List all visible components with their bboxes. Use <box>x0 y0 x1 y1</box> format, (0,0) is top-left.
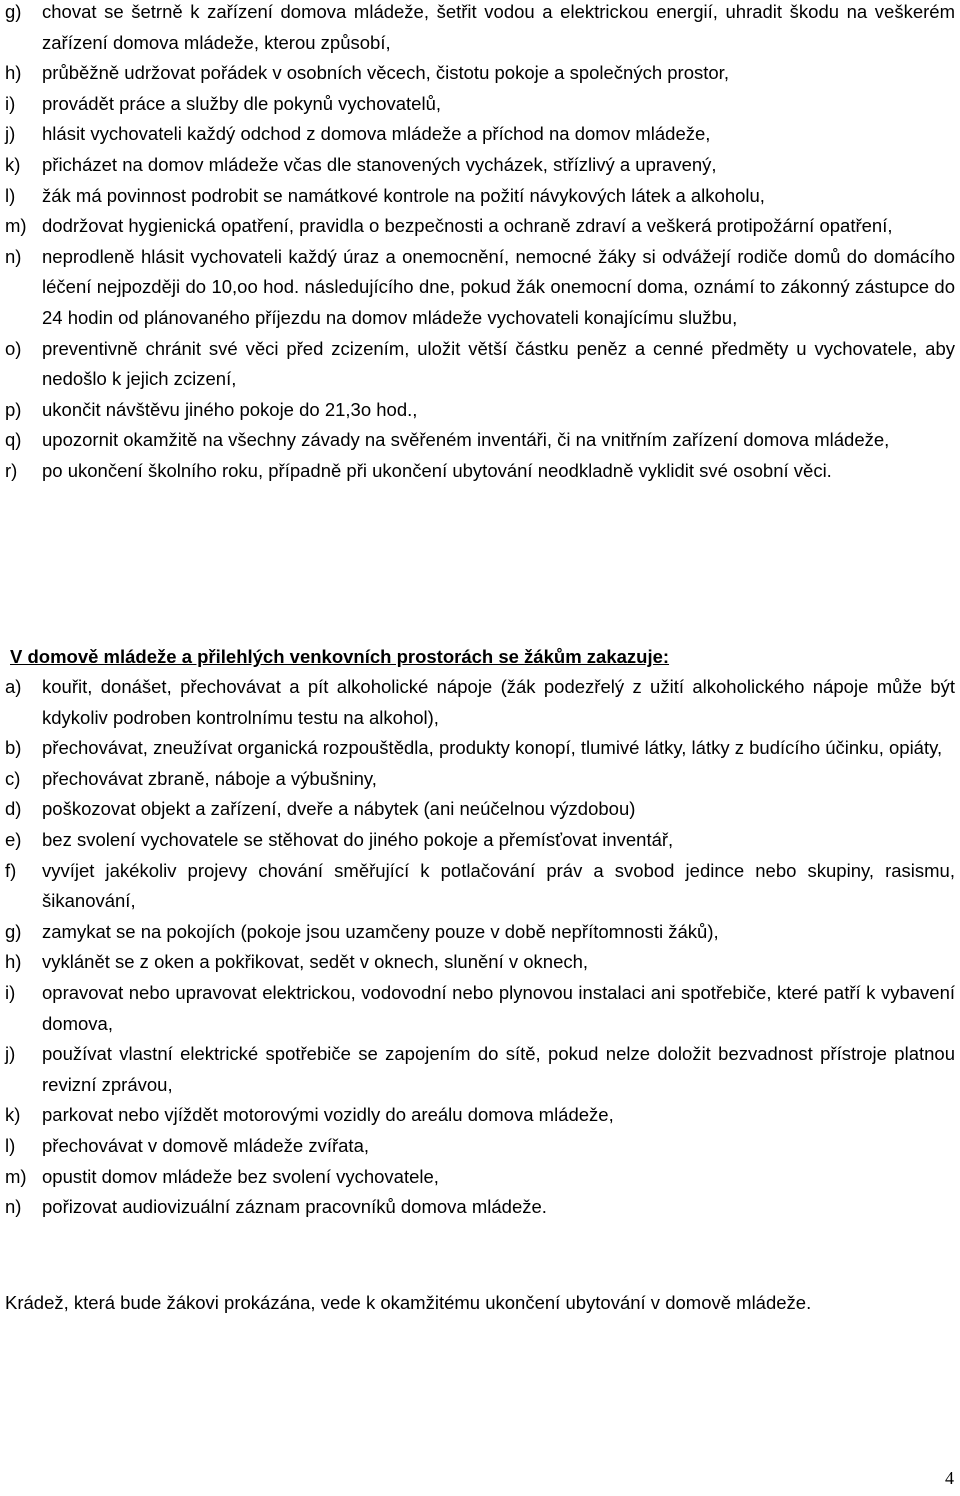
item-marker: b) <box>5 737 22 759</box>
item-marker: l) <box>5 1134 16 1156</box>
item-text: přechovávat zbraně, náboje a výbušniny, <box>42 767 377 789</box>
item-marker: o) <box>5 337 22 359</box>
item-text: přicházet na domov mládeže včas dle stanovených vycházek, střízlivý a upravený, <box>42 153 717 175</box>
item-text: neprodleně hlásit vychovateli každý úraz a onemocnění, nemocné žáky si odvážejí rodiče domů do domácího léčení nejpozději do 10,oo hod. následujícího dne, pokud žák onemocní doma, oznámí to zákonný zástupce do 24 hodin od plánovaného příjezdu na domov mládeže vychovateli konajícímu službu, <box>42 245 955 328</box>
list-item <box>5 211 955 242</box>
list-item <box>5 456 955 487</box>
list-item <box>5 794 955 825</box>
list-item <box>5 334 955 395</box>
item-text: opustit domov mládeže bez svolení vychovatele, <box>42 1165 439 1187</box>
item-marker: i) <box>5 981 16 1003</box>
item-marker: h) <box>5 62 22 84</box>
list-item <box>5 947 955 978</box>
item-text: dodržovat hygienická opatření, pravidla o bezpečnosti a ochraně zdraví a veškerá protipožární opatření, <box>42 215 893 237</box>
item-text: průběžně udržovat pořádek v osobních věcech, čistotu pokoje a společných prostor, <box>42 62 729 84</box>
list-item <box>5 181 955 212</box>
prohibitions-list <box>5 672 955 1223</box>
list-item <box>5 89 955 120</box>
list-item <box>5 58 955 89</box>
list-item <box>5 856 955 917</box>
item-marker: m) <box>5 215 27 237</box>
item-text: po ukončení školního roku, případně při ukončení ubytování neodkladně vyklidit své osobní věci. <box>42 459 832 481</box>
item-text: pořizovat audiovizuální záznam pracovníků domova mládeže. <box>42 1196 547 1218</box>
list-item <box>5 242 955 334</box>
item-marker: j) <box>5 123 16 145</box>
item-marker: e) <box>5 828 22 850</box>
list-item <box>5 917 955 948</box>
item-marker: d) <box>5 798 22 820</box>
item-text: provádět práce a služby dle pokynů vychovatelů, <box>42 92 442 114</box>
item-marker: m) <box>5 1165 27 1187</box>
list-item <box>5 1039 955 1100</box>
item-marker: g) <box>5 1 22 22</box>
item-marker: c) <box>5 767 21 789</box>
item-text: parkovat nebo vjíždět motorovými vozidly do areálu domova mládeže, <box>42 1104 614 1126</box>
closing-paragraph: Krádež, která bude žákovi prokázána, vede k okamžitému ukončení ubytování v domově mládeže. <box>5 1292 812 1313</box>
item-text: hlásit vychovateli každý odchod z domova mládeže a příchod na domov mládeže, <box>42 123 711 145</box>
item-text: poškozovat objekt a zařízení, dveře a nábytek (ani neúčelnou výzdobou) <box>42 798 636 820</box>
list-item <box>5 1100 955 1131</box>
item-marker: i) <box>5 92 16 114</box>
item-text: upozornit okamžitě na všechny závady na svěřeném inventáři, či na vnitřním zařízení domova mládeže, <box>42 429 890 451</box>
item-text: opravovat nebo upravovat elektrickou, vodovodní nebo plynovou instalaci ani spotřebiče, které patří k vybavení domova, <box>42 981 955 1034</box>
list-item <box>5 825 955 856</box>
item-marker: k) <box>5 153 21 175</box>
page-number: 4 <box>945 1468 954 1488</box>
item-text: zamykat se na pokojích (pokoje jsou uzamčeny pouze v době nepřítomnosti žáků), <box>42 920 719 942</box>
list-item <box>5 0 955 58</box>
item-marker: p) <box>5 398 22 420</box>
list-item <box>5 1131 955 1162</box>
list-item <box>5 1162 955 1193</box>
item-text: používat vlastní elektrické spotřebiče se zapojením do sítě, pokud nelze doložit bezvadnost přístroje platnou revizní zprávou, <box>42 1043 955 1095</box>
item-marker: l) <box>5 184 16 206</box>
list-item <box>5 150 955 181</box>
item-marker: q) <box>5 429 22 451</box>
list-item <box>5 672 955 733</box>
list-item <box>5 395 955 426</box>
obligations-list <box>5 0 955 487</box>
item-text: chovat se šetrně k zařízení domova mládeže, šetřit vodou a elektrickou energií, uhradit škodu na veškerém zařízení domova mládeže, kterou způsobí, <box>42 1 955 53</box>
item-marker: r) <box>5 459 18 481</box>
item-marker: j) <box>5 1043 16 1065</box>
item-marker: g) <box>5 920 22 942</box>
item-marker: n) <box>5 245 22 267</box>
item-text: bez svolení vychovatele se stěhovat do jiného pokoje a přemísťovat inventář, <box>42 828 674 850</box>
item-text: přechovávat v domově mládeže zvířata, <box>42 1134 369 1156</box>
list-item <box>5 978 955 1039</box>
item-text: preventivně chránit své věci před zcizením, uložit větší částku peněz a cenné předměty u vychovatele, aby nedošlo k jejich zcizení, <box>42 337 955 390</box>
item-marker: h) <box>5 951 22 973</box>
list-item <box>5 764 955 795</box>
item-text: žák má povinnost podrobit se namátkové kontrole na požití návykových látek a alkoholu, <box>42 184 765 206</box>
item-marker: k) <box>5 1104 21 1126</box>
list-item <box>5 733 955 764</box>
section-heading: V domově mládeže a přilehlých venkovních prostorách se žákům zakazuje: <box>10 646 670 667</box>
item-text: vyklánět se z oken a pokřikovat, sedět v oknech, slunění v oknech, <box>42 951 589 973</box>
list-item <box>5 425 955 456</box>
item-marker: n) <box>5 1196 22 1218</box>
list-item <box>5 1192 955 1223</box>
item-text: kouřit, donášet, přechovávat a pít alkoholické nápoje (žák podezřelý z užití alkoholického nápoje může být kdykoliv podroben kontrolnímu testu na alkohol), <box>42 676 955 728</box>
item-text: přechovávat, zneužívat organická rozpouštědla, produkty konopí, tlumivé látky, látky z budícího účinku, opiáty, <box>42 737 943 759</box>
item-marker: a) <box>5 676 22 697</box>
list-item <box>5 119 955 150</box>
item-marker: f) <box>5 859 17 881</box>
item-text: vyvíjet jakékoliv projevy chování směřující k potlačování práv a svobod jedince nebo skupiny, rasismu, šikanování, <box>42 859 955 912</box>
item-text: ukončit návštěvu jiného pokoje do 21,3o hod., <box>42 398 418 420</box>
